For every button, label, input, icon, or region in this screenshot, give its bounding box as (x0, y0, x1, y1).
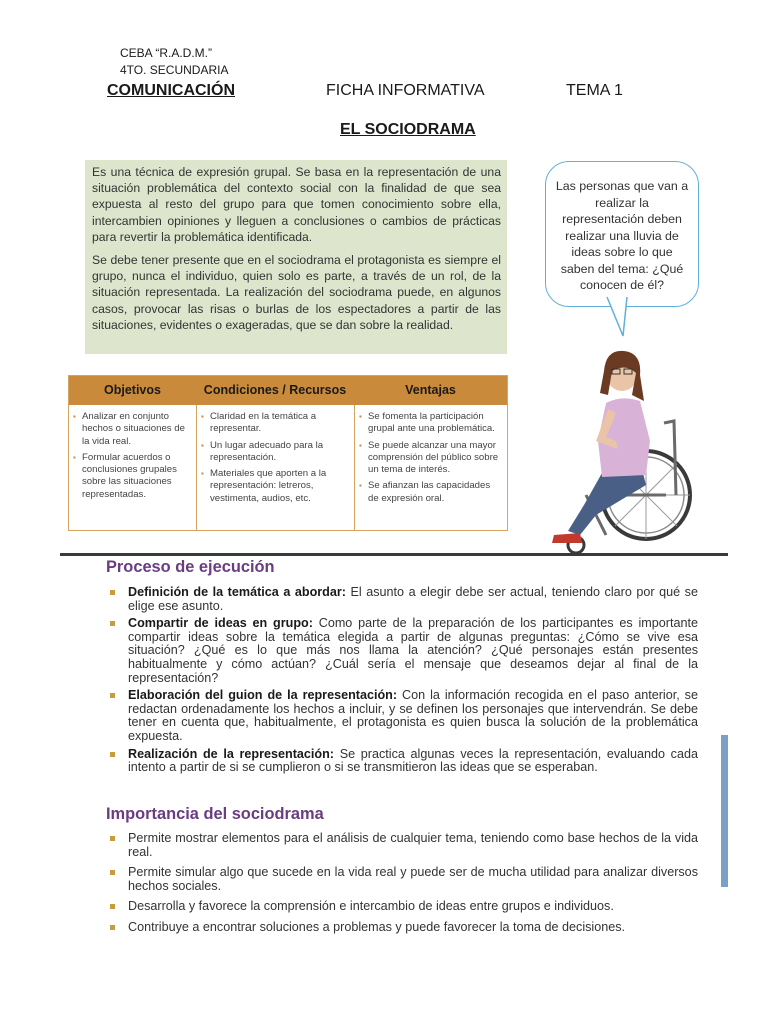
document-type: FICHA INFORMATIVA (326, 82, 485, 99)
list-item: Permite mostrar elementos para el análisis de cualquier tema, teniendo como base hechos de la vida real. (108, 832, 698, 859)
process-step-text: Con la información recogida en el paso anterior, se redactan ordenadamente los hechos a incluir, y se definen los personajes que intervendrán. Se debe tener en cuenta que, habitualmente, el protagonista es quien busca la solución de la problemática expuesta. (128, 688, 698, 743)
list-item (108, 689, 698, 743)
process-step-title: Compartir de ideas en grupo: (128, 616, 313, 631)
table-column-ventajas (354, 405, 507, 530)
table-cell: ▪ Formular acuerdos o conclusiones grupales sobre las situaciones representadas. (73, 452, 192, 501)
speech-bubble (545, 161, 699, 307)
table-column-objetivos (69, 405, 196, 530)
info-table (68, 375, 508, 531)
definition-box (85, 160, 507, 354)
importance-heading: Importancia del sociodrama (106, 805, 324, 823)
definition-paragraph-2: Se debe tener presente que en el sociodrama el protagonista es siempre el grupo, nunca el individuo, quien solo es parte, a través de un rol, de la situación representada. La realización del sociodrama puede, en algunos casos, provocar las risas o burlas de los espectadores a partir de las situaciones, evidentes o exageradas, que se dan sobre la realidad. (92, 253, 501, 332)
topic-number: TEMA 1 (566, 82, 623, 99)
process-step-title: Definición de la temática a abordar: (128, 585, 346, 599)
process-heading: Proceso de ejecución (106, 558, 275, 576)
table-cell: ▪ Analizar en conjunto hechos o situaciones de la vida real. (73, 411, 192, 448)
process-step-title: Elaboración del guion de la representación: (128, 688, 398, 703)
speech-bubble-text: Las personas que van a realizar la representación deben realizar una lluvia de ideas sobre lo que saben del tema: ¿Qué conocen de él? (555, 179, 689, 292)
list-item (108, 748, 698, 775)
table-header-objetivos: Objetivos (69, 376, 196, 405)
list-item (108, 586, 698, 613)
process-list (108, 586, 698, 779)
table-column-condiciones (196, 405, 354, 530)
table-header-condiciones: Condiciones / Recursos (196, 376, 354, 405)
table-cell: ▪ Claridad en la temática a representar. (201, 411, 350, 436)
school-name: CEBA “R.A.D.M.” (120, 46, 213, 60)
table-header-ventajas: Ventajas (354, 376, 507, 405)
wheelchair-user-illustration (546, 345, 692, 557)
list-item: Contribuye a encontrar soluciones a problemas y puede favorecer la toma de decisiones. (108, 921, 698, 935)
process-step-text: Se practica algunas veces la representación, evaluando cada intento a partir de si se cumplieron o si se transmitieron las ideas que se esperaban. (128, 746, 698, 775)
table-cell: ▪ Se puede alcanzar una mayor comprensión del público sobre un tema de interés. (359, 440, 503, 477)
section-divider (60, 553, 728, 556)
speech-bubble-tail (605, 296, 645, 338)
importance-list (108, 832, 698, 942)
page-title: EL SOCIODRAMA (340, 121, 476, 138)
grade-level: 4TO. SECUNDARIA (120, 63, 229, 77)
subject-label: COMUNICACIÓN (107, 82, 235, 99)
list-item: Desarrolla y favorece la comprensión e intercambio de ideas entre grupos e individuos. (108, 900, 698, 914)
process-step-title: Realización de la representación: (128, 746, 335, 761)
definition-paragraph-1: Es una técnica de expresión grupal. Se basa en la representación de una situación problemática del contexto social con la finalidad de que sea expuesta al resto del grupo para que tomen conocimiento sobre ella, intercambien opiniones y lleguen a conclusiones o cambios de prácticas para revertir la problemática identificada. (92, 165, 501, 244)
process-step-text: El asunto a elegir debe ser actual, teniendo claro por qué se elige ese asunto. (128, 585, 698, 613)
list-item (108, 617, 698, 685)
table-cell: ▪ Se afianzan las capacidades de expresión oral. (359, 480, 503, 505)
table-cell: ▪ Un lugar adecuado para la representación. (201, 440, 350, 465)
list-item: Permite simular algo que sucede en la vida real y puede ser de mucha utilidad para analizar diversos hechos sociales. (108, 866, 698, 893)
side-accent-bar (721, 735, 728, 887)
table-cell: ▪ Materiales que aporten a la representación: letreros, vestimenta, audios, etc. (201, 468, 350, 505)
process-step-text: Como parte de la preparación de los participantes es importante compartir ideas sobre la temática elegida a partir de algunas preguntas: ¿Cómo se vive esa situación? ¿Qué es lo que más nos llama la atención? ¿Qué personajes están presentes habitualmente y cómo actúan? ¿Cuál sería el mensaje que deseamos dejar al final de la representación? (128, 616, 698, 685)
table-cell: ▪ Se fomenta la participación grupal ante una problemática. (359, 411, 503, 436)
